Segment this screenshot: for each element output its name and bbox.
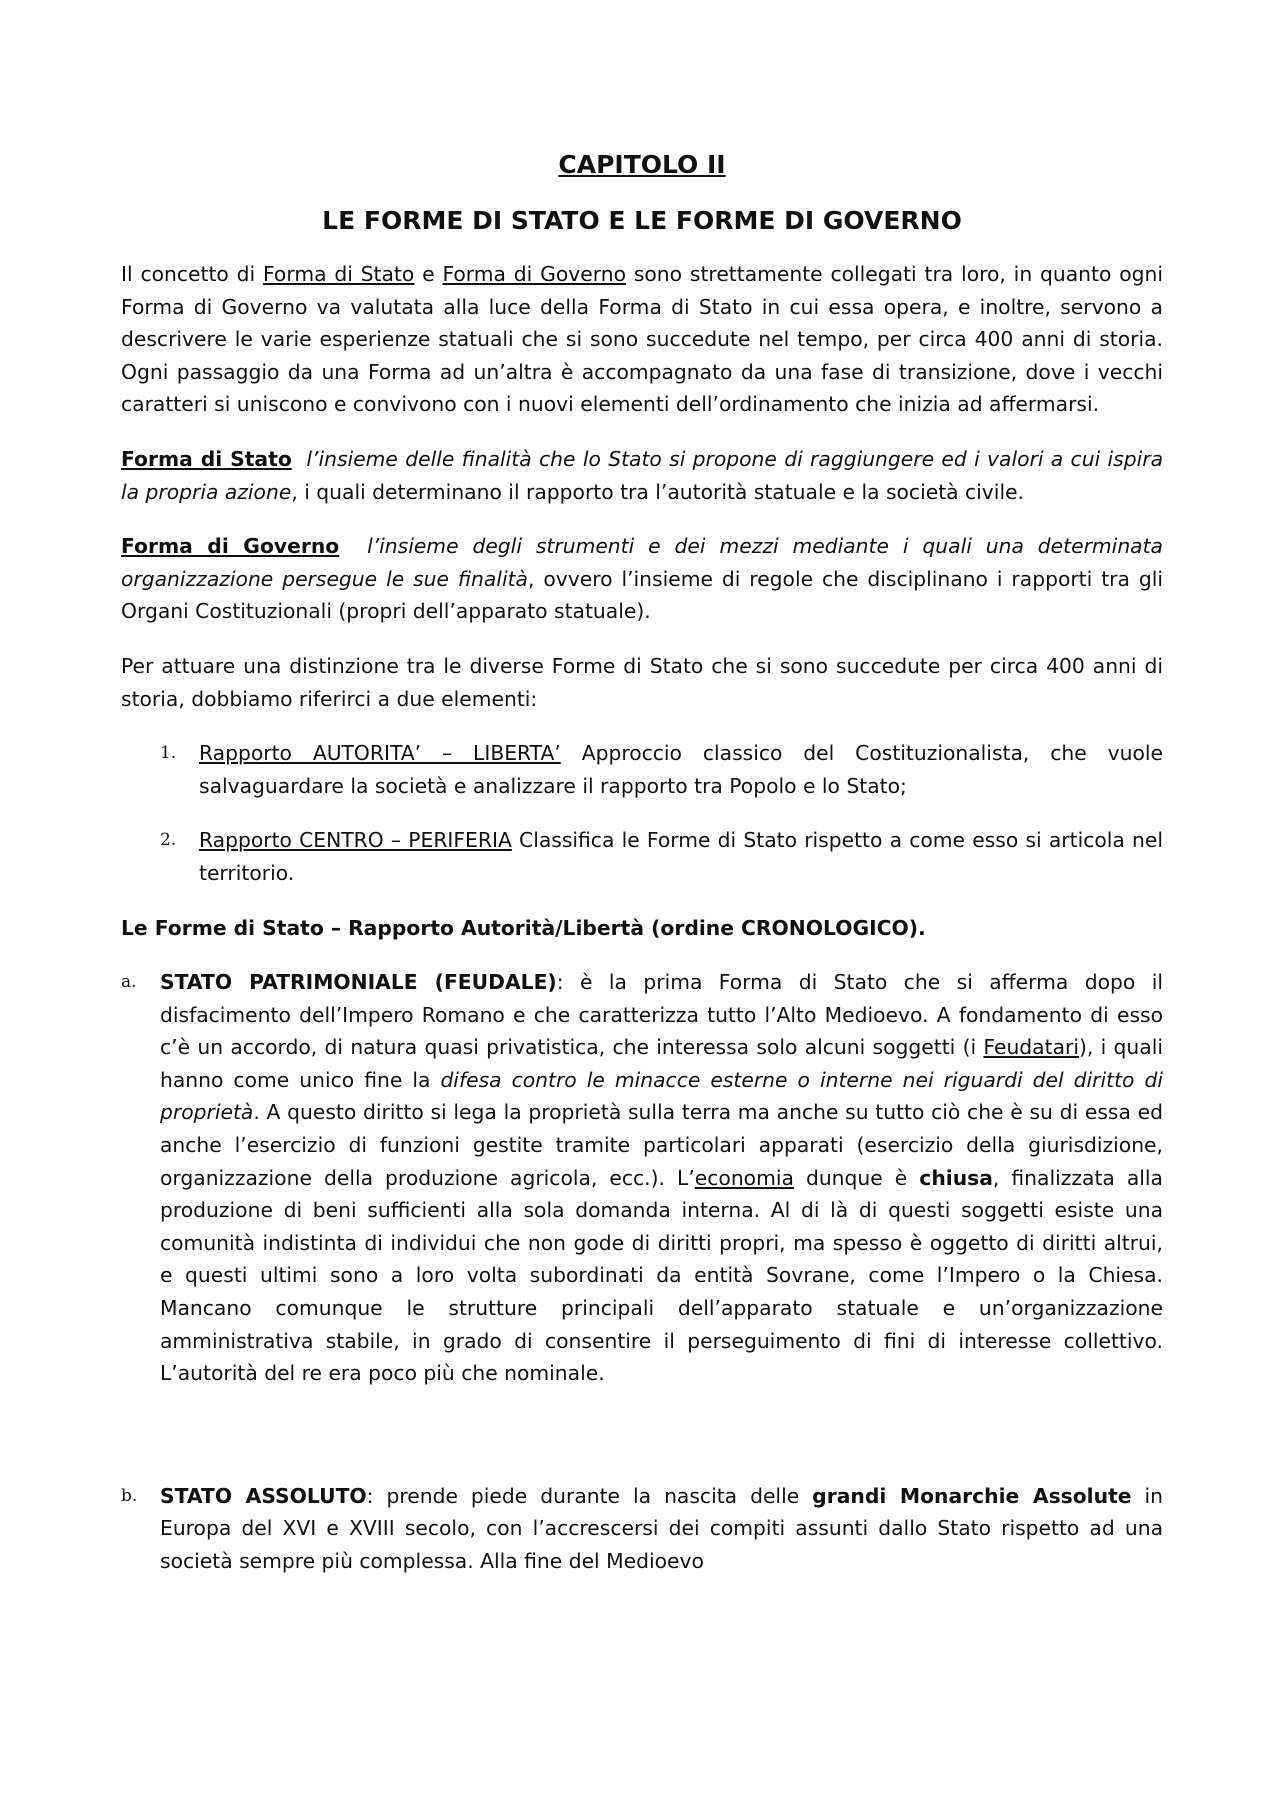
intro-paragraph: [121, 258, 1163, 421]
list-item-b: [121, 1480, 1163, 1578]
text: : prende piede durante la nascita delle: [366, 1483, 813, 1508]
list-letter: a.: [121, 972, 137, 993]
list-term: Rapporto CENTRO – PERIFERIA: [199, 828, 512, 853]
text: dunque è: [793, 1165, 920, 1190]
term-forma-di-stato: Forma di Stato: [262, 262, 415, 286]
heading-text: Le Forme di Stato – Rapporto Autorità/Libertà (ordine CRONOLOGICO).: [121, 915, 926, 940]
definition-stato: [121, 443, 1163, 508]
list-item: [121, 824, 1163, 889]
list-item: [121, 737, 1163, 802]
definition-term: Forma di Stato: [121, 446, 292, 471]
bold-text: chiusa: [919, 1165, 993, 1190]
section-heading: [121, 912, 1163, 945]
chapter-subtitle: LE FORME DI STATO E LE FORME DI GOVERNO: [322, 206, 962, 235]
text: Approccio classico del Costituzionalista, che vuole salvaguardare la società e analizzare il rapporto tra Popolo e lo Stato;: [199, 741, 1163, 798]
item-title: STATO ASSOLUTO: [160, 1483, 367, 1508]
definition-italic: l’insieme delle finalità che lo Stato si propone di raggiungere ed i valori a cui ispira la propria azione: [121, 446, 1164, 504]
italic-text: difesa contro le minacce esterne o interne nei riguardi del diritto di proprietà: [160, 1067, 1163, 1125]
text: , finalizzata alla produzione di beni sufficienti alla sola domanda interna. Al di là di questi soggetti esiste una comunità indistinta di individui che non gode di diritti propri, ma spesso è oggetto di diritti altrui, e questi ultimi sono a loro volta subordinati da entità Sovrane, come l’Impero o la Chiesa. Mancano comunque le strutture principali dell’apparato statuale e un’organizzazione amministrativa stabile, in grado di consentire il perseguimento di fini di interesse collettivo. L’autorità del re era poco più che nominale.: [160, 1165, 1163, 1386]
definition-governo: [121, 530, 1163, 628]
definition-term: Forma di Governo: [121, 534, 340, 559]
item-title: STATO PATRIMONIALE (FEUDALE): [160, 970, 557, 995]
list-item-a: [121, 966, 1163, 1390]
bold-text: grandi Monarchie Assolute: [812, 1483, 1132, 1508]
distinction-paragraph: Per attuare una distinzione tra le diverse Forme di Stato che si sono succedute per circa 400 anni di storia, dobbiamo riferirci a due elementi:: [121, 653, 1163, 711]
text: Classifica le Forme di Stato rispetto a come esso si articola nel territorio.: [199, 828, 1164, 885]
text: sono strettamente collegati tra loro, in quanto ogni Forma di Governo va valutata alla luce della Forma di Stato in cui essa opera, e inoltre, servono a descrivere le varie esperienze statuali che si sono succedute nel tempo, per circa 400 anni di storia. Ogni passaggio da una Forma ad un’altra è accompagnato da una fase di transizione, dove i vecchi caratteri si uniscono e convivono con i nuovi elementi dell’ordinamento che inizia ad affermarsi.: [121, 262, 1163, 417]
term: economia: [694, 1165, 794, 1190]
list-letter: b.: [121, 1485, 138, 1506]
text: , ovvero l’insieme di regole che disciplinano i rapporti tra gli Organi Costituzionali (propri dell’apparato statuale).: [121, 566, 1163, 624]
text: in Europa del XVI e XVIII secolo, con l’accrescersi dei compiti assunti dallo Stato rispetto ad una società sempre più complessa. Alla fine del Medioevo: [160, 1483, 1164, 1573]
list-term: Rapporto AUTORITA’ – LIBERTA’: [199, 741, 561, 766]
text: . A questo diritto si lega la proprietà sulla terra ma anche su tutto ciò che è su di essa ed anche l’esercizio di funzioni gestite tramite particolari apparati (esercizio della giurisdizione, organizzazione della produzione agricola, ecc.). L’: [160, 1100, 1163, 1190]
text: : è la prima Forma di Stato che si afferma dopo il disfacimento dell’Impero Romano e che caratterizza tutto l’Alto Medioevo. A fondamento di esso c’è un accordo, di natura quasi privatistica, che interessa solo alcuni soggetti (i: [160, 970, 1163, 1060]
list-number: 1.: [160, 743, 177, 764]
text: , i quali determinano il rapporto tra l’autorità statuale e la società civile.: [291, 479, 1025, 504]
text: e: [414, 262, 443, 286]
term: Feudatari: [983, 1035, 1079, 1060]
text: Il concetto di: [121, 262, 263, 286]
term-forma-di-governo: Forma di Governo: [442, 262, 626, 286]
definition-italic: l’insieme degli strumenti e dei mezzi mediante i quali una determinata organizzazione persegue le sue finalità: [121, 534, 1163, 591]
chapter-title: CAPITOLO II: [558, 150, 726, 179]
spacer: [121, 1412, 1163, 1480]
list-number: 2.: [160, 830, 177, 851]
text: ), i quali hanno come unico fine la: [160, 1035, 1163, 1092]
